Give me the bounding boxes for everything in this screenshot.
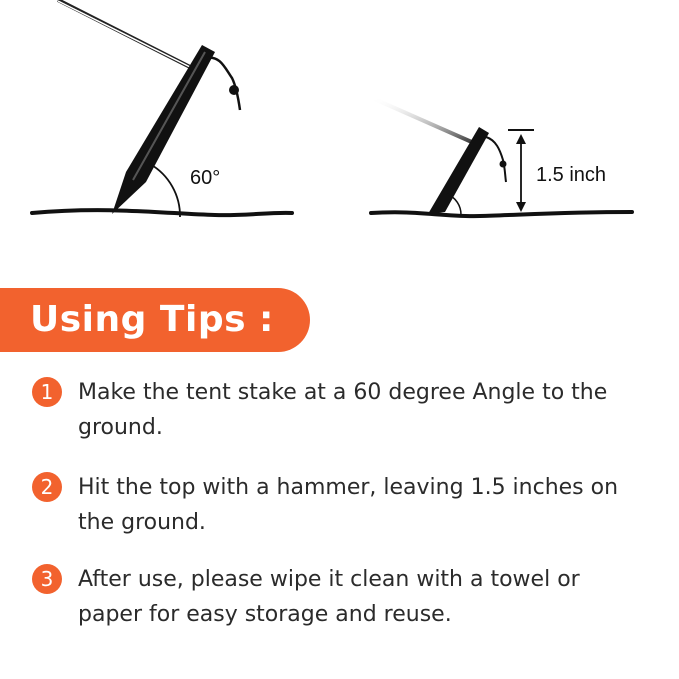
- rope-left-highlight: [58, 1, 196, 70]
- measure-arrow-up: [516, 134, 526, 144]
- stake-left-highlight: [133, 52, 205, 180]
- tip-number-badge: 1: [32, 377, 62, 407]
- tips-banner: [0, 288, 310, 352]
- ground-line-right: [371, 212, 632, 216]
- left-stake-diagram: [32, 0, 292, 217]
- stake-diagram: [0, 0, 679, 260]
- angle-arc-left: [150, 164, 180, 217]
- tip-text: After use, please wipe it clean with a towel or paper for easy storage and reuse.: [78, 567, 580, 627]
- tip-number-badge: 2: [32, 472, 62, 502]
- angle-label: 60°: [190, 167, 221, 189]
- cord-bead-right: [500, 161, 507, 168]
- right-stake-diagram: [371, 98, 632, 216]
- stake-right: [428, 127, 489, 214]
- tip-number-badge: 3: [32, 564, 62, 594]
- pull-cord-left: [206, 58, 240, 110]
- tip-text: Hit the top with a hammer, leaving 1.5 inches on the ground.: [78, 475, 619, 535]
- height-label: 1.5 inch: [536, 164, 607, 186]
- ground-line-left: [32, 210, 292, 215]
- pull-cord-right: [486, 137, 506, 182]
- stake-diagram-svg: [0, 0, 679, 260]
- rope-right: [372, 98, 474, 143]
- measure-arrow-down: [516, 202, 526, 212]
- cord-bead-left: [229, 85, 239, 95]
- tips-title: Using Tips :: [30, 299, 274, 340]
- tip-text: Make the tent stake at a 60 degree Angle to the ground.: [78, 380, 608, 440]
